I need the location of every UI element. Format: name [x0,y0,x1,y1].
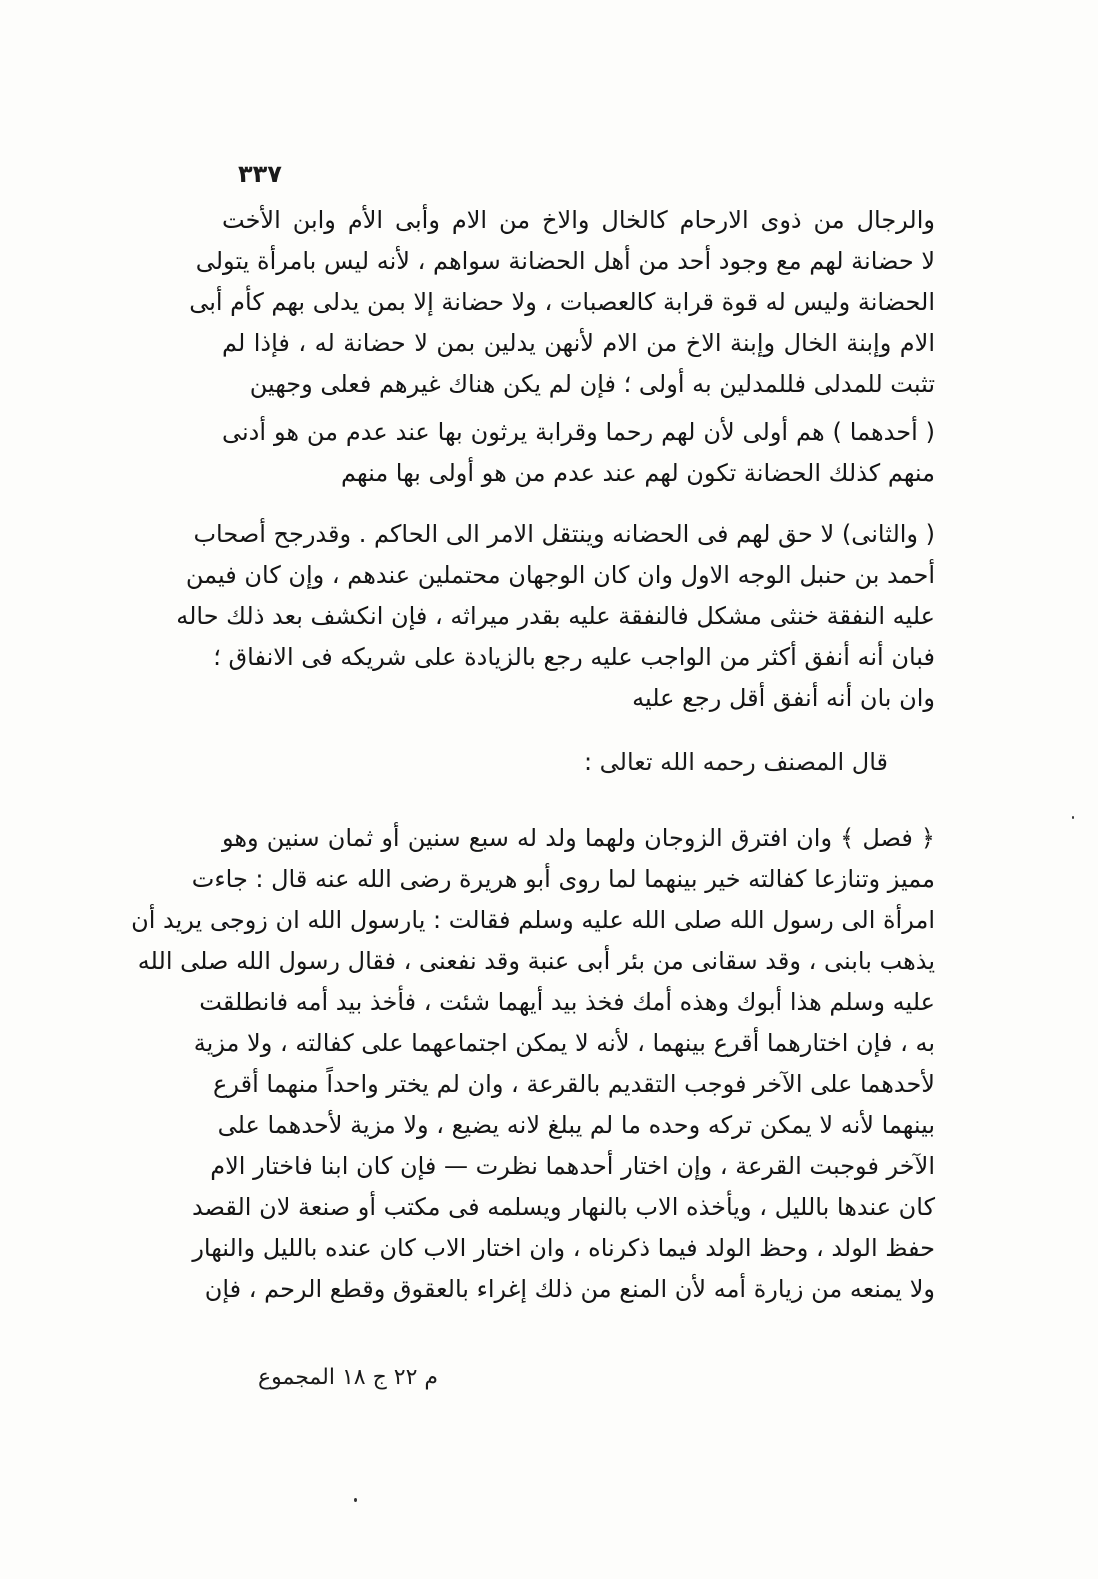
text-line: الحضانة وليس له قوة قرابة كالعصبات ، ولا حضانة إلا بمن يدلى بهم كأم أبى [189,288,935,316]
paragraph-relatives-custody [189,200,935,405]
paragraph-fasl [131,818,935,1310]
text-line: الام وإبنة الخال وإبنة الاخ من الام لأنهن يدلين بمن لا حضانة له ، فإذا لم [222,329,935,357]
text-line: تثبت للمدلى فللمدلين به أولى ؛ فإن لم يكن هناك غيرهم فعلى وجهين [249,370,935,398]
text-line: كان عندها بالليل ، ويأخذه الاب بالنهار ويسلمه فى مكتب أو صنعة لان القصد [191,1193,935,1221]
text-line: ( أحدهما ) هم أولى لأن لهم رحما وقرابة يرثون بها عند عدم من هو أدنى [222,418,935,446]
text-line: ولا يمنعه من زيارة أمه لأن المنع من ذلك إغراء بالعقوق وقطع الرحم ، فإن [204,1275,935,1303]
scan-speck [1072,816,1074,819]
signature-mark: م ٢٢ ج ١٨ المجموع [258,1365,439,1390]
text-line: عليه النفقة خنثى مشكل فالنفقة عليه بقدر ميراثه ، فإن انكشف بعد ذلك حاله [176,602,935,630]
text-line: مميز وتنازعا كفالته خير بينهما لما روى أبو هريرة رضى الله عنه قال : جاءت [191,865,935,893]
text-line: امرأة الى رسول الله صلى الله عليه وسلم فقالت : يارسول الله ان زوجى يريد أن [131,906,935,934]
text-line: فبان أنه أنفق أكثر من الواجب عليه رجع بالزيادة على شريكه فى الانفاق ؛ [213,643,935,671]
text-line: ( والثانى) لا حق لهم فى الحضانه وينتقل الامر الى الحاكم . وقدرجح أصحاب [193,520,935,548]
text-line: حفظ الولد ، وحظ الولد فيما ذكرناه ، وان اختار الاب كان عنده بالليل والنهار [192,1234,935,1262]
paragraph-second-view [176,514,935,719]
text-line: وان بان أنه أنفق أقل رجع عليه [632,684,935,712]
scan-speck [354,1498,357,1502]
page-number: ٣٣٧ [238,160,282,188]
text-line: منهم كذلك الحضانة تكون لهم عند عدم من هو أولى بها منهم [341,459,935,487]
text-line: عليه وسلم هذا أبوك وهذه أمك فخذ بيد أيهما شئت ، فأخذ بيد أمه فانطلقت [199,988,935,1016]
paragraph-first-view [222,412,935,494]
text-line: يذهب بابنى ، وقد سقانى من بئر أبى عنبة وقد نفعنى ، فقال رسول الله صلى الله [137,947,935,975]
text-line: الآخر فوجبت القرعة ، وإن اختار أحدهما نظرت — فإن كان ابنا فاختار الام [210,1152,935,1180]
text-line: ﴿ فصل ﴾ وان افترق الزوجان ولهما ولد له سبع سنين أو ثمان سنين وهو [222,824,935,852]
text-line: والرجال من ذوى الارحام كالخال والاخ من الام وأبى الأم وابن الأخت [222,206,935,234]
text-line: لأحدهما على الآخر فوجب التقديم بالقرعة ، وان لم يختر واحداً منهما أقرع [213,1070,935,1098]
text-line: به ، فإن اختارهما أقرع بينهما ، لأنه لا يمكن اجتماعهما على كفالته ، ولا مزية [193,1029,935,1057]
text-line: أحمد بن حنبل الوجه الاول وان كان الوجهان محتملين عندهم ، وإن كان فيمن [185,561,935,589]
text-line: لا حضانة لهم مع وجود أحد من أهل الحضانة سواهم ، لأنه ليس بامرأة يتولى [195,247,935,275]
section-heading: قال المصنف رحمه الله تعالى : [583,748,888,776]
text-line: بينهما لأنه لا يمكن تركه وحده ما لم يبلغ لانه يضيع ، ولا مزية لأحدهما على [217,1111,935,1139]
